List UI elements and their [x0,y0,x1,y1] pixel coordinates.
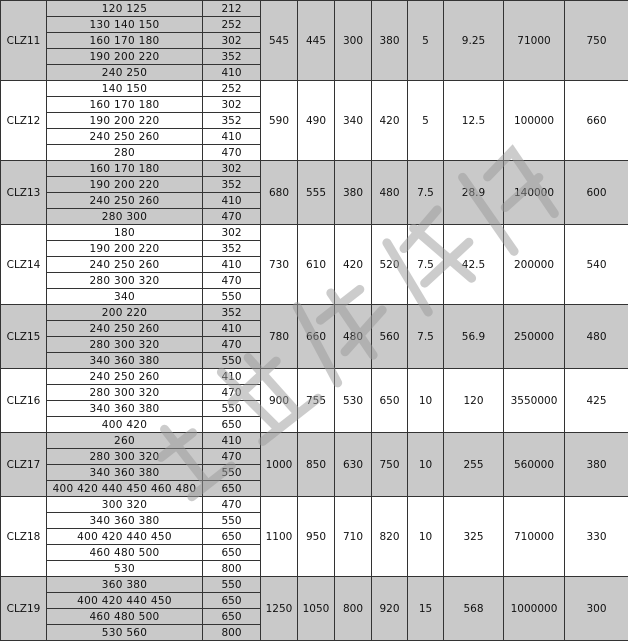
table-row [1,577,628,593]
hub-length-cell: 302 [203,97,261,113]
shaft-diameter-cell: 200 220 [47,305,203,321]
hub-length-cell: 470 [203,385,261,401]
spec-cell: 650 [372,369,408,433]
shaft-diameter-cell: 400 420 440 450 [47,529,203,545]
shaft-diameter-cell: 280 300 320 [47,449,203,465]
spec-cell: 445 [298,1,335,81]
spec-cell: 750 [565,1,628,81]
shaft-diameter-cell: 400 420 440 450 [47,593,203,609]
spec-cell: 9.25 [444,1,504,81]
table-row [1,497,628,513]
table-row [1,433,628,449]
table-row [1,369,628,385]
spec-cell: 820 [372,497,408,577]
table-row [1,81,628,97]
model-cell: CLZ15 [1,305,47,369]
shaft-diameter-cell: 280 300 320 [47,337,203,353]
model-cell: CLZ18 [1,497,47,577]
spec-cell: 42.5 [444,225,504,305]
spec-cell: 200000 [504,225,565,305]
spec-cell: 425 [565,369,628,433]
spec-cell: 340 [335,81,372,161]
spec-cell: 15 [408,577,444,641]
spec-cell: 660 [298,305,335,369]
spec-cell: 5 [408,1,444,81]
hub-length-cell: 410 [203,129,261,145]
shaft-diameter-cell: 240 250 260 [47,257,203,273]
model-cell: CLZ17 [1,433,47,497]
spec-cell: 28.9 [444,161,504,225]
table-row [1,305,628,321]
shaft-diameter-cell: 280 300 320 [47,273,203,289]
hub-length-cell: 410 [203,257,261,273]
shaft-diameter-cell: 340 360 380 [47,401,203,417]
hub-length-cell: 550 [203,513,261,529]
hub-length-cell: 650 [203,529,261,545]
spec-cell: 900 [261,369,298,433]
spec-cell: 10 [408,433,444,497]
shaft-diameter-cell: 280 300 [47,209,203,225]
spec-cell: 420 [335,225,372,305]
hub-length-cell: 800 [203,561,261,577]
model-cell: CLZ14 [1,225,47,305]
model-cell: CLZ11 [1,1,47,81]
spec-cell: 950 [298,497,335,577]
hub-length-cell: 650 [203,593,261,609]
spec-cell: 480 [565,305,628,369]
spec-cell: 920 [372,577,408,641]
shaft-diameter-cell: 160 170 180 [47,161,203,177]
spec-cell: 800 [335,577,372,641]
spec-cell: 56.9 [444,305,504,369]
hub-length-cell: 302 [203,161,261,177]
spec-cell: 545 [261,1,298,81]
table-row [1,161,628,177]
hub-length-cell: 550 [203,353,261,369]
hub-length-cell: 352 [203,241,261,257]
spec-cell: 330 [565,497,628,577]
shaft-diameter-cell: 460 480 500 [47,545,203,561]
model-cell: CLZ12 [1,81,47,161]
spec-cell: 120 [444,369,504,433]
spec-cell: 568 [444,577,504,641]
spec-cell: 540 [565,225,628,305]
spec-cell: 530 [335,369,372,433]
spec-cell: 660 [565,81,628,161]
hub-length-cell: 352 [203,49,261,65]
shaft-diameter-cell: 180 [47,225,203,241]
shaft-diameter-cell: 530 560 [47,625,203,641]
spec-cell: 755 [298,369,335,433]
shaft-diameter-cell: 260 [47,433,203,449]
shaft-diameter-cell: 240 250 260 [47,369,203,385]
spec-cell: 780 [261,305,298,369]
shaft-diameter-cell: 190 200 220 [47,241,203,257]
hub-length-cell: 550 [203,465,261,481]
spec-cell: 7.5 [408,161,444,225]
spec-cell: 10 [408,497,444,577]
hub-length-cell: 650 [203,545,261,561]
shaft-diameter-cell: 120 125 [47,1,203,17]
model-cell: CLZ13 [1,161,47,225]
shaft-diameter-cell: 300 320 [47,497,203,513]
shaft-diameter-cell: 130 140 150 [47,17,203,33]
shaft-diameter-cell: 340 [47,289,203,305]
spec-cell: 730 [261,225,298,305]
spec-cell: 1000 [261,433,298,497]
hub-length-cell: 302 [203,225,261,241]
spec-cell: 480 [372,161,408,225]
shaft-diameter-cell: 340 360 380 [47,465,203,481]
shaft-diameter-cell: 140 150 [47,81,203,97]
hub-length-cell: 470 [203,497,261,513]
hub-length-cell: 470 [203,145,261,161]
spec-cell: 420 [372,81,408,161]
spec-cell: 630 [335,433,372,497]
spec-table-body [1,1,628,641]
hub-length-cell: 470 [203,209,261,225]
table-row [1,1,628,17]
hub-length-cell: 212 [203,1,261,17]
shaft-diameter-cell: 340 360 380 [47,353,203,369]
spec-cell: 71000 [504,1,565,81]
spec-cell: 1000000 [504,577,565,641]
hub-length-cell: 800 [203,625,261,641]
hub-length-cell: 550 [203,577,261,593]
hub-length-cell: 410 [203,433,261,449]
hub-length-cell: 650 [203,609,261,625]
spec-cell: 710000 [504,497,565,577]
spec-cell: 300 [565,577,628,641]
hub-length-cell: 252 [203,17,261,33]
spec-cell: 520 [372,225,408,305]
shaft-diameter-cell: 160 170 180 [47,97,203,113]
hub-length-cell: 470 [203,337,261,353]
shaft-diameter-cell: 240 250 260 [47,193,203,209]
spec-cell: 1050 [298,577,335,641]
spec-cell: 1100 [261,497,298,577]
model-cell: CLZ16 [1,369,47,433]
spec-cell: 560000 [504,433,565,497]
hub-length-cell: 352 [203,177,261,193]
hub-length-cell: 470 [203,273,261,289]
shaft-diameter-cell: 530 [47,561,203,577]
shaft-diameter-cell: 190 200 220 [47,177,203,193]
shaft-diameter-cell: 240 250 260 [47,129,203,145]
shaft-diameter-cell: 240 250 260 [47,321,203,337]
shaft-diameter-cell: 400 420 [47,417,203,433]
spec-cell: 12.5 [444,81,504,161]
spec-cell: 100000 [504,81,565,161]
spec-cell: 480 [335,305,372,369]
table-row [1,225,628,241]
shaft-diameter-cell: 460 480 500 [47,609,203,625]
spec-cell: 7.5 [408,225,444,305]
spec-cell: 10 [408,369,444,433]
hub-length-cell: 252 [203,81,261,97]
shaft-diameter-cell: 240 250 [47,65,203,81]
spec-cell: 600 [565,161,628,225]
shaft-diameter-cell: 280 [47,145,203,161]
spec-cell: 610 [298,225,335,305]
hub-length-cell: 410 [203,193,261,209]
hub-length-cell: 352 [203,113,261,129]
shaft-diameter-cell: 360 380 [47,577,203,593]
hub-length-cell: 650 [203,481,261,497]
hub-length-cell: 410 [203,321,261,337]
spec-cell: 7.5 [408,305,444,369]
spec-cell: 3550000 [504,369,565,433]
spec-cell: 325 [444,497,504,577]
hub-length-cell: 650 [203,417,261,433]
shaft-diameter-cell: 190 200 220 [47,113,203,129]
hub-length-cell: 550 [203,401,261,417]
shaft-diameter-cell: 160 170 180 [47,33,203,49]
spec-cell: 750 [372,433,408,497]
spec-cell: 680 [261,161,298,225]
spec-cell: 555 [298,161,335,225]
spec-cell: 300 [335,1,372,81]
spec-cell: 255 [444,433,504,497]
hub-length-cell: 352 [203,305,261,321]
spec-cell: 490 [298,81,335,161]
hub-length-cell: 302 [203,33,261,49]
hub-length-cell: 410 [203,65,261,81]
spec-cell: 380 [565,433,628,497]
spec-cell: 5 [408,81,444,161]
spec-cell: 250000 [504,305,565,369]
spec-cell: 1250 [261,577,298,641]
spec-cell: 380 [372,1,408,81]
model-cell: CLZ19 [1,577,47,641]
shaft-diameter-cell: 280 300 320 [47,385,203,401]
spec-cell: 140000 [504,161,565,225]
shaft-diameter-cell: 340 360 380 [47,513,203,529]
hub-length-cell: 550 [203,289,261,305]
hub-length-cell: 470 [203,449,261,465]
spec-cell: 710 [335,497,372,577]
spec-cell: 560 [372,305,408,369]
spec-cell: 850 [298,433,335,497]
hub-length-cell: 410 [203,369,261,385]
shaft-diameter-cell: 400 420 440 450 460 480 [47,481,203,497]
shaft-diameter-cell: 190 200 220 [47,49,203,65]
spec-cell: 590 [261,81,298,161]
spec-cell: 380 [335,161,372,225]
